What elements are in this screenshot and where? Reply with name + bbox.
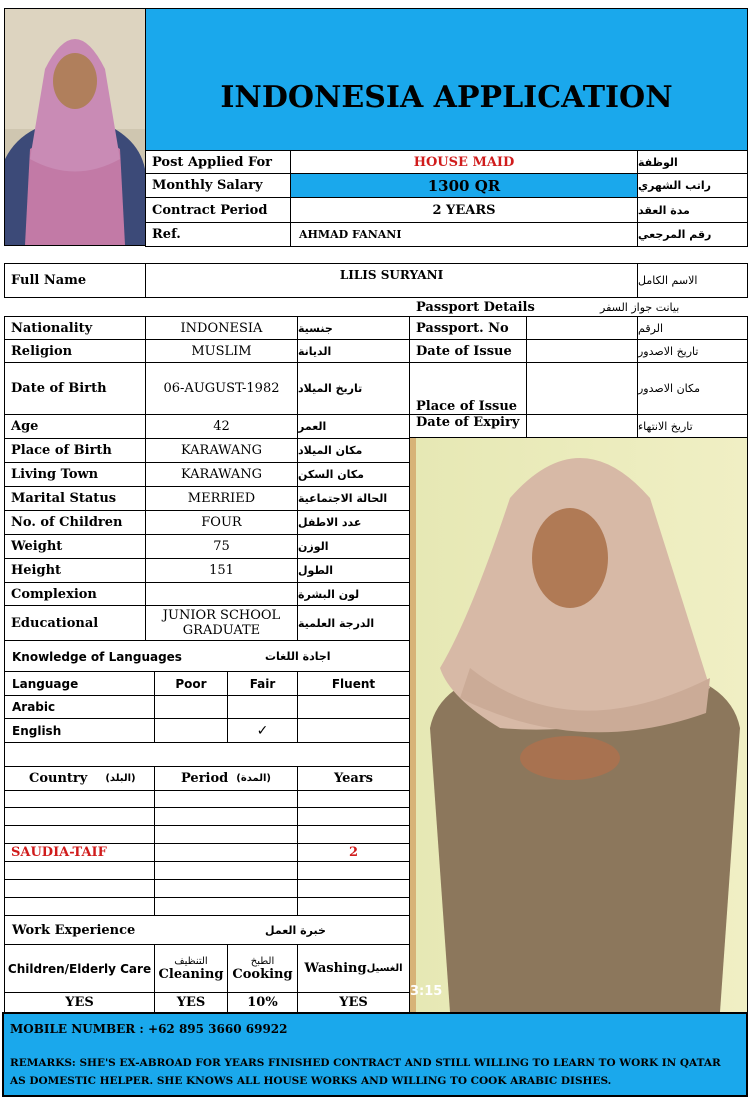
exp-row bbox=[297, 861, 410, 880]
lang-arabic-fair bbox=[227, 695, 298, 719]
lang-english-poor bbox=[154, 718, 228, 743]
exp-row bbox=[154, 790, 298, 808]
dob-ar: تاريخ الميلاد bbox=[297, 362, 410, 415]
education-label: Educational bbox=[4, 605, 146, 641]
lang-english-fair-check: ✓ bbox=[227, 718, 298, 743]
exp-row bbox=[4, 861, 155, 880]
header-banner bbox=[145, 8, 748, 151]
exp-row bbox=[297, 879, 410, 898]
exp-row bbox=[154, 879, 298, 898]
livingtown-label: Living Town bbox=[4, 462, 146, 487]
exp-row bbox=[154, 825, 298, 844]
age-value: 42 bbox=[145, 414, 298, 439]
contract-ar: مدة العقد bbox=[637, 197, 748, 223]
nationality-value: INDONESIA bbox=[145, 316, 298, 340]
religion-label: Religion bbox=[4, 339, 146, 363]
work-cleaning-value: YES bbox=[154, 992, 228, 1013]
languages-title: Knowledge of Languages bbox=[12, 649, 182, 664]
children-ar: عدد الاطفل bbox=[297, 510, 410, 535]
issue-date-label: Date of Issue bbox=[409, 339, 527, 363]
exp-header-country bbox=[4, 766, 155, 791]
lang-header-fair: Fair bbox=[227, 671, 298, 696]
contract-value: 2 YEARS bbox=[290, 197, 638, 223]
work-cleaning-en: Cleaning bbox=[158, 966, 224, 982]
exp-row bbox=[4, 897, 155, 916]
work-cooking-ar: الطبخ bbox=[250, 955, 275, 967]
page-title: INDONESIA APPLICATION bbox=[220, 80, 673, 115]
work-children-label: Children/Elderly Care bbox=[4, 944, 155, 993]
post-value: HOUSE MAID bbox=[290, 150, 638, 174]
exp-period-label: Period bbox=[181, 771, 229, 786]
issue-date-ar: تاريخ الاصدور bbox=[637, 339, 748, 363]
remarks: REMARKS: SHE'S EX-ABROAD FOR YEARS FINISHED CONTRACT AND STILL WILLING TO LEARN TO WORK IN QATAR AS DOMESTIC HELPER. SHE KNOWS ALL HOUSE WORKS AND WILLING TO COOK ARABIC DISHES. bbox=[10, 1057, 721, 1087]
exp-row bbox=[154, 897, 298, 916]
livingtown-value: KARAWANG bbox=[145, 462, 298, 487]
exp-entry-country: SAUDIA-TAIF bbox=[4, 843, 155, 862]
exp-row bbox=[154, 861, 298, 880]
work-title: Work Experience bbox=[12, 923, 136, 938]
exp-row bbox=[297, 897, 410, 916]
dob-value: 06-AUGUST-1982 bbox=[145, 362, 298, 415]
birthplace-ar: مكان الميلاد bbox=[297, 438, 410, 463]
marital-ar: الحالة الاجتماعية bbox=[297, 486, 410, 511]
children-value: FOUR bbox=[145, 510, 298, 535]
religion-ar: الديانة bbox=[297, 339, 410, 363]
passport-no-ar: الرقم bbox=[637, 316, 748, 340]
work-cleaning-ar: التنظيف bbox=[174, 955, 208, 967]
age-ar: العمر bbox=[297, 414, 410, 439]
exp-entry-period bbox=[154, 843, 298, 862]
fullname-label: Full Name bbox=[4, 263, 146, 298]
passport-no-label: Passport. No bbox=[409, 316, 527, 340]
work-washing-label bbox=[297, 944, 410, 993]
ref-label: Ref. bbox=[145, 222, 291, 247]
photo-timestamp: 3:15 bbox=[410, 984, 443, 999]
work-title-ar: خبرة العمل bbox=[265, 924, 326, 937]
height-ar: الطول bbox=[297, 558, 410, 583]
small-photo bbox=[4, 8, 146, 246]
footer-panel bbox=[2, 1012, 748, 1097]
issue-place-value bbox=[526, 362, 638, 415]
lang-arabic-fluent bbox=[297, 695, 410, 719]
ref-ar: رقم المرجعي bbox=[637, 222, 748, 247]
work-cleaning-label bbox=[154, 944, 228, 993]
exp-row bbox=[297, 825, 410, 844]
ref-value: AHMAD FANANI bbox=[290, 222, 638, 247]
exp-period-ar: (المدة) bbox=[236, 773, 271, 784]
mobile-number: MOBILE NUMBER : +62 895 3660 69922 bbox=[10, 1022, 288, 1036]
expiry-ar: تاريخ الانتهاء bbox=[637, 414, 748, 438]
complexion-value bbox=[145, 582, 298, 606]
birthplace-label: Place of Birth bbox=[4, 438, 146, 463]
work-cooking-en: Cooking bbox=[232, 966, 293, 982]
exp-entry-years: 2 bbox=[297, 843, 410, 862]
passport-no-value bbox=[526, 316, 638, 340]
lang-english-fluent bbox=[297, 718, 410, 743]
issue-place-ar: مكان الاصدور bbox=[637, 362, 748, 415]
passport-title-ar: بيانت جواز السفر bbox=[600, 300, 680, 314]
livingtown-ar: مكان السكن bbox=[297, 462, 410, 487]
work-children-value: YES bbox=[4, 992, 155, 1013]
work-header bbox=[4, 915, 410, 945]
salary-value: 1300 QR bbox=[290, 173, 638, 198]
exp-country-label: Country bbox=[29, 771, 88, 786]
marital-label: Marital Status bbox=[4, 486, 146, 511]
exp-header-period bbox=[154, 766, 298, 791]
exp-country-ar: (البلد) bbox=[105, 773, 136, 784]
salary-label: Monthly Salary bbox=[145, 173, 291, 198]
work-washing-en: Washing bbox=[304, 961, 367, 976]
lang-header-fluent: Fluent bbox=[297, 671, 410, 696]
education-ar: الدرجة العلمية bbox=[297, 605, 410, 641]
fullname-value: LILIS SURYANI bbox=[145, 263, 638, 298]
salary-ar: راتب الشهري bbox=[637, 173, 748, 198]
exp-row bbox=[4, 879, 155, 898]
weight-ar: الوزن bbox=[297, 534, 410, 559]
work-washing-ar: الغسيل bbox=[366, 963, 403, 974]
marital-value: MERRIED bbox=[145, 486, 298, 511]
expiry-label: Date of Expiry bbox=[409, 414, 527, 438]
exp-row bbox=[4, 807, 155, 826]
height-value: 151 bbox=[145, 558, 298, 583]
full-body-photo-image bbox=[410, 438, 747, 1012]
fullname-ar: الاسم الكامل bbox=[637, 263, 748, 298]
complexion-label: Complexion bbox=[4, 582, 146, 606]
languages-header bbox=[4, 640, 410, 672]
work-cooking-label bbox=[227, 944, 298, 993]
lang-row-english: English bbox=[4, 718, 155, 743]
post-ar: الوظفة bbox=[637, 150, 748, 174]
lang-header-language: Language bbox=[4, 671, 155, 696]
nationality-label: Nationality bbox=[4, 316, 146, 340]
languages-title-ar: اجادة اللغات bbox=[265, 650, 331, 663]
spacer-row bbox=[4, 742, 410, 767]
lang-header-poor: Poor bbox=[154, 671, 228, 696]
age-label: Age bbox=[4, 414, 146, 439]
children-label: No. of Children bbox=[4, 510, 146, 535]
exp-row bbox=[4, 790, 155, 808]
work-washing-value: YES bbox=[297, 992, 410, 1013]
exp-row bbox=[154, 807, 298, 826]
post-label: Post Applied For bbox=[145, 150, 291, 174]
issue-date-value bbox=[526, 339, 638, 363]
exp-header-years: Years bbox=[297, 766, 410, 791]
exp-row bbox=[297, 807, 410, 826]
nationality-ar: جنسية bbox=[297, 316, 410, 340]
education-value: JUNIOR SCHOOL GRADUATE bbox=[145, 605, 298, 641]
expiry-value bbox=[526, 414, 638, 438]
full-body-photo bbox=[409, 437, 748, 1013]
contract-label: Contract Period bbox=[145, 197, 291, 223]
weight-value: 75 bbox=[145, 534, 298, 559]
religion-value: MUSLIM bbox=[145, 339, 298, 363]
weight-label: Weight bbox=[4, 534, 146, 559]
lang-row-arabic: Arabic bbox=[4, 695, 155, 719]
dob-label: Date of Birth bbox=[4, 362, 146, 415]
exp-row bbox=[297, 790, 410, 808]
exp-row bbox=[4, 825, 155, 844]
small-photo-image bbox=[5, 9, 145, 245]
passport-title: Passport Details bbox=[416, 299, 535, 315]
birthplace-value: KARAWANG bbox=[145, 438, 298, 463]
lang-arabic-poor bbox=[154, 695, 228, 719]
complexion-ar: لون البشرة bbox=[297, 582, 410, 606]
height-label: Height bbox=[4, 558, 146, 583]
work-cooking-value: 10% bbox=[227, 992, 298, 1013]
issue-place-label: Place of Issue bbox=[409, 362, 527, 415]
